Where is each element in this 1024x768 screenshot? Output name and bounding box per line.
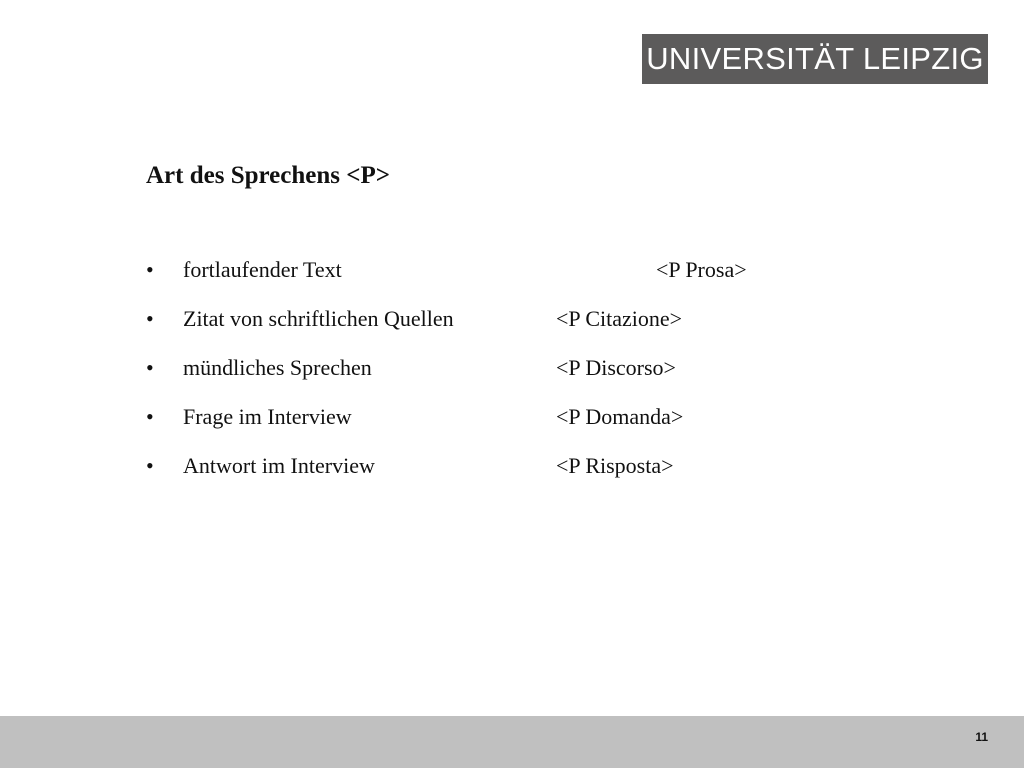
university-logo: UNIVERSITÄT LEIPZIG <box>642 34 988 84</box>
item-description: Frage im Interview <box>183 404 352 429</box>
bullet-icon: • <box>146 306 154 331</box>
item-tag: <P Domanda> <box>556 404 684 429</box>
slide-title: Art des Sprechens <P> <box>146 162 390 189</box>
page-number: 11 <box>975 730 988 744</box>
bullet-icon: • <box>146 453 154 478</box>
list-item <box>146 401 846 450</box>
list-item <box>146 352 846 401</box>
bullet-list <box>146 254 846 499</box>
item-tag: <P Discorso> <box>556 355 676 380</box>
list-item <box>146 303 846 352</box>
list-item <box>146 254 846 303</box>
item-description: Zitat von schriftlichen Quellen <box>183 306 454 331</box>
bullet-icon: • <box>146 355 154 380</box>
item-tag: <P Risposta> <box>556 453 674 478</box>
bullet-icon: • <box>146 257 154 282</box>
item-description: Antwort im Interview <box>183 453 375 478</box>
item-tag: <P Prosa> <box>656 257 747 282</box>
item-description: fortlaufender Text <box>183 257 342 282</box>
list-item <box>146 450 846 499</box>
item-description: mündliches Sprechen <box>183 355 372 380</box>
item-tag: <P Citazione> <box>556 306 683 331</box>
footer-bar <box>0 716 1024 768</box>
bullet-icon: • <box>146 404 154 429</box>
